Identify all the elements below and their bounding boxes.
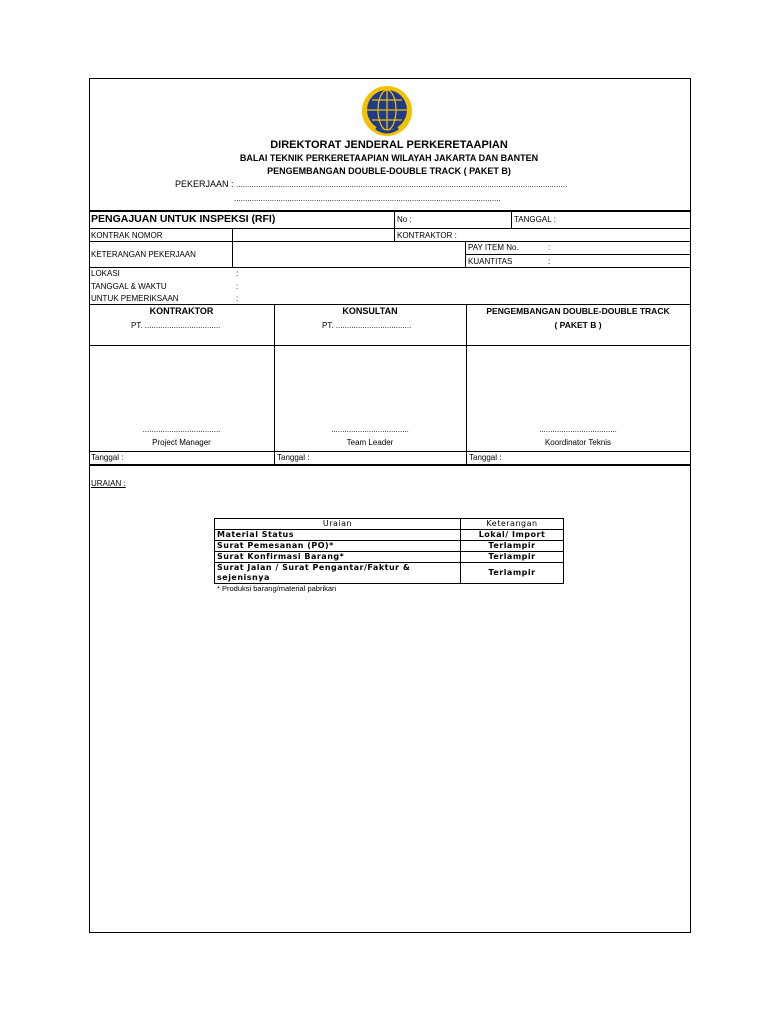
- row-keterangan: Terlampir: [461, 563, 564, 584]
- untuk-pemeriksaan-label: UNTUK PEMERIKSAAN: [91, 294, 179, 303]
- tanggal-waktu-label: TANGGAL & WAKTU: [91, 282, 167, 291]
- table-row: [215, 563, 564, 584]
- header-line3: PENGEMBANGAN DOUBLE-DOUBLE TRACK ( PAKET B): [267, 166, 511, 176]
- kontraktor-heading: KONTRAKTOR: [149, 306, 214, 316]
- tanggal-label: TANGGAL :: [514, 215, 556, 224]
- table-row: [215, 541, 564, 552]
- lokasi-label: LOKASI: [91, 269, 120, 278]
- konsultan-heading: KONSULTAN: [342, 306, 398, 316]
- header-line1: DIREKTORAT JENDERAL PERKERETAAPIAN: [270, 139, 508, 151]
- row-keterangan: Terlampir: [461, 552, 564, 563]
- pekerjaan-dots-line2: ........................................................................................................................: [234, 194, 501, 203]
- signature-line-konsultan: ...................................: [331, 425, 409, 434]
- ministry-logo-icon: [360, 84, 414, 138]
- keterangan-pekerjaan-label: KETERANGAN PEKERJAAN: [91, 250, 196, 259]
- row-item: Surat Konfirmasi Barang*: [215, 552, 461, 563]
- tanggal-kontraktor: Tanggal :: [91, 453, 124, 462]
- no-label: No :: [397, 215, 412, 224]
- row-keterangan: Terlampir: [461, 541, 564, 552]
- tanggal-konsultan: Tanggal :: [277, 453, 310, 462]
- tanggal-waktu-colon: :: [236, 282, 239, 291]
- pay-item-label: PAY ITEM No.: [468, 243, 519, 252]
- uraian-table: [214, 518, 564, 584]
- row-item: Material Status: [215, 530, 461, 541]
- pay-item-colon: :: [548, 243, 551, 252]
- role-team-leader: Team Leader: [346, 438, 394, 447]
- role-project-manager: Project Manager: [152, 438, 211, 447]
- kuantitas-label: KUANTITAS: [468, 257, 513, 266]
- row-item: Surat Pemesanan (PO)*: [215, 541, 461, 552]
- untuk-pemeriksaan-colon: :: [236, 294, 239, 303]
- col-keterangan-header: Keterangan: [461, 519, 564, 530]
- tanggal-pengembangan: Tanggal :: [469, 453, 502, 462]
- lokasi-colon: :: [236, 269, 239, 278]
- table-row: [215, 552, 564, 563]
- pt-kontraktor: PT. ..................................: [131, 321, 221, 330]
- signature-line-pengembangan: ...................................: [539, 425, 617, 434]
- form-title: PENGAJUAN UNTUK INSPEKSI (RFI): [91, 213, 276, 225]
- pekerjaan-label-text: PEKERJAAN :: [175, 179, 237, 189]
- table-header-row: [215, 519, 564, 530]
- pt-konsultan: PT. ..................................: [322, 321, 412, 330]
- signature-line-kontraktor: ...................................: [142, 425, 221, 434]
- table-row: [215, 530, 564, 541]
- pengembangan-heading: PENGEMBANGAN DOUBLE-DOUBLE TRACK: [486, 306, 670, 316]
- kontrak-nomor-label: KONTRAK NOMOR: [91, 231, 163, 240]
- footnote: * Produksi barang/material pabrikan: [217, 584, 337, 593]
- pekerjaan-dots: .....................................................................................................................................................: [236, 180, 568, 189]
- header-line2: BALAI TEKNIK PERKERETAAPIAN WILAYAH JAKARTA DAN BANTEN: [239, 153, 539, 163]
- row-item: Surat Jalan / Surat Pengantar/Faktur & sejenisnya: [215, 563, 461, 584]
- kuantitas-colon: :: [548, 257, 551, 266]
- row-keterangan: Lokal/ Import: [461, 530, 564, 541]
- kontraktor-label: KONTRAKTOR :: [397, 231, 457, 240]
- pekerjaan-label: [175, 179, 567, 189]
- pengembangan-heading-paket: ( PAKET B ): [554, 320, 602, 330]
- role-koordinator-teknis: Koordinator Teknis: [544, 438, 612, 447]
- uraian-label: URAIAN :: [91, 479, 126, 488]
- document-frame: [89, 78, 691, 933]
- col-uraian-header: Uraian: [215, 519, 461, 530]
